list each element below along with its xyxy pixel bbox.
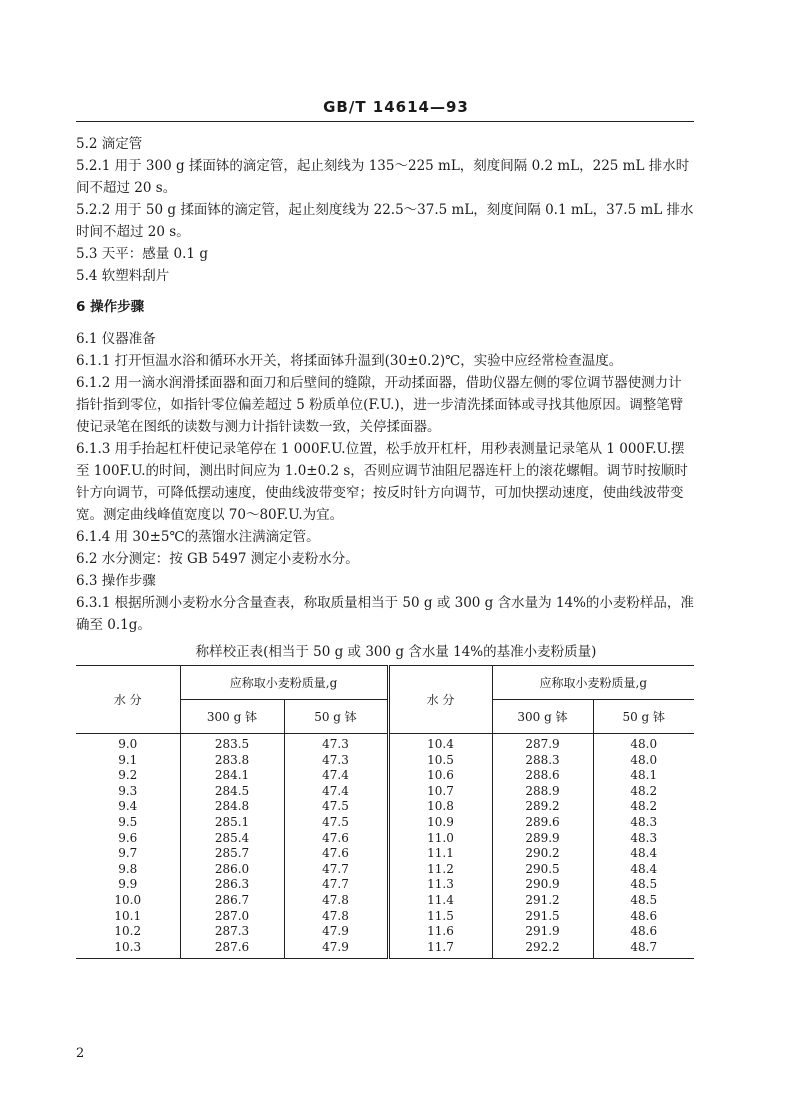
cell-mass-300g-left: 287.3 xyxy=(180,924,284,940)
cell-mass-50g-right: 48.0 xyxy=(630,737,658,751)
cell-moisture-right: 10.5 xyxy=(388,753,492,769)
cell-mass-300g-left: 283.5 xyxy=(180,734,284,753)
cell-moisture-left: 9.4 xyxy=(76,799,180,815)
cell-moisture-right: 11.0 xyxy=(388,831,492,847)
document-body xyxy=(76,133,694,636)
cell-moisture-right: 11.1 xyxy=(388,846,492,862)
cell-mass-50g-left: 47.6 xyxy=(284,831,388,847)
cell-mass-50g-right: 48.6 xyxy=(630,924,658,939)
section-5-2-1: 5.2.1 用于 300 g 揉面钵的滴定管，起止刻线为 135～225 mL，刻度间隔 0.2 mL，225 mL 排水时间不超过 20 s。 xyxy=(76,158,690,196)
header-rule xyxy=(76,121,694,122)
table-row xyxy=(76,877,694,893)
cell-moisture-right: 10.4 xyxy=(388,734,492,753)
calibration-table xyxy=(76,665,694,959)
calibration-table-wrapper xyxy=(76,665,694,959)
standard-code-header: GB/T 14614—93 xyxy=(323,98,469,116)
cell-moisture-right: 11.5 xyxy=(388,909,492,925)
cell-mass-300g-left: 285.4 xyxy=(180,831,284,847)
cell-mass-300g-left: 285.7 xyxy=(180,846,284,862)
cell-mass-50g-right: 48.1 xyxy=(630,768,658,783)
cell-mass-50g-left: 47.8 xyxy=(284,893,388,909)
section-6-2: 6.2 水分测定：按 GB 5497 测定小麦粉水分。 xyxy=(76,551,359,567)
section-6-heading: 6 操作步骤 xyxy=(76,299,145,315)
cell-mass-300g-right: 289.2 xyxy=(492,799,593,815)
cell-mass-300g-right: 288.6 xyxy=(492,768,593,784)
section-5-2: 5.2 滴定管 xyxy=(76,136,143,152)
section-6-3-1: 6.3.1 根据所测小麦粉水分含量查表，称取质量相当于 50 g 或 300 g 含水量为 14%的小麦粉样品，准确至 0.1g。 xyxy=(76,595,694,633)
cell-moisture-left: 10.1 xyxy=(76,909,180,925)
cell-mass-300g-left: 286.3 xyxy=(180,877,284,893)
table-row xyxy=(76,753,694,769)
cell-mass-300g-left: 284.8 xyxy=(180,799,284,815)
cell-mass-300g-right: 290.2 xyxy=(492,846,593,862)
cell-mass-300g-left: 283.8 xyxy=(180,753,284,769)
section-6-1-3: 6.1.3 用手抬起杠杆使记录笔停在 1 000F.U.位置，松手放开杠杆，用秒表测量记录笔从 1 000F.U.摆至 100F.U.的时间，测出时间应为 1.0±0.2 s，否则应调节油阻尼器连杆上的滚花螺帽。调节时按顺时针方向调节，可降低摆动速度，使曲线波带变窄；按反时针方向调节，可加快摆动速度，使曲线波带变宽。测定曲线峰值宽度以 70～80F.U.为宜。 xyxy=(76,441,688,523)
table-row xyxy=(76,784,694,800)
cell-moisture-right: 10.7 xyxy=(388,784,492,800)
cell-moisture-left: 9.5 xyxy=(76,815,180,831)
cell-mass-50g-right: 48.5 xyxy=(630,877,658,892)
cell-moisture-left: 9.9 xyxy=(76,877,180,893)
cell-mass-50g-right: 48.6 xyxy=(630,908,658,923)
cell-moisture-left: 9.2 xyxy=(76,768,180,784)
col-300g-right: 300 g 钵 xyxy=(492,700,593,734)
col-50g-left: 50 g 钵 xyxy=(284,700,388,734)
mass-group-header-right: 应称取小麦粉质量,g xyxy=(492,666,694,700)
cell-moisture-left: 10.2 xyxy=(76,924,180,940)
cell-mass-300g-right: 290.9 xyxy=(492,877,593,893)
cell-mass-50g-right: 48.2 xyxy=(630,799,658,814)
table-row xyxy=(76,831,694,847)
cell-moisture-right: 10.6 xyxy=(388,768,492,784)
table-row xyxy=(76,768,694,784)
cell-moisture-left: 9.7 xyxy=(76,846,180,862)
table-row xyxy=(76,862,694,878)
cell-mass-300g-left: 284.5 xyxy=(180,784,284,800)
cell-mass-50g-left: 47.3 xyxy=(284,734,388,753)
cell-mass-300g-right: 292.2 xyxy=(492,940,593,959)
cell-mass-50g-left: 47.7 xyxy=(284,862,388,878)
cell-mass-50g-left: 47.5 xyxy=(284,815,388,831)
cell-moisture-right: 11.6 xyxy=(388,924,492,940)
cell-mass-300g-left: 286.7 xyxy=(180,893,284,909)
cell-mass-300g-left: 285.1 xyxy=(180,815,284,831)
cell-mass-50g-right: 48.3 xyxy=(630,814,658,829)
moisture-header-right: 水 分 xyxy=(388,666,492,734)
section-6-1: 6.1 仪器准备 xyxy=(76,331,156,347)
cell-mass-50g-left: 47.7 xyxy=(284,877,388,893)
cell-mass-50g-right: 48.5 xyxy=(630,892,658,907)
cell-moisture-right: 11.4 xyxy=(388,893,492,909)
cell-moisture-left: 9.1 xyxy=(76,753,180,769)
cell-mass-50g-left: 47.6 xyxy=(284,846,388,862)
cell-mass-50g-left: 47.9 xyxy=(284,940,388,959)
cell-moisture-left: 9.3 xyxy=(76,784,180,800)
cell-mass-50g-left: 47.5 xyxy=(284,799,388,815)
cell-mass-300g-left: 287.0 xyxy=(180,909,284,925)
table-title: 称样校正表(相当于 50 g 或 300 g 含水量 14%的基准小麦粉质量) xyxy=(195,644,597,660)
cell-mass-50g-right: 48.2 xyxy=(630,783,658,798)
table-row xyxy=(76,734,694,753)
table-row xyxy=(76,846,694,862)
cell-moisture-left: 9.6 xyxy=(76,831,180,847)
cell-mass-300g-right: 291.5 xyxy=(492,909,593,925)
cell-mass-50g-left: 47.4 xyxy=(284,768,388,784)
mass-group-header-left: 应称取小麦粉质量,g xyxy=(180,666,388,700)
cell-mass-300g-right: 288.9 xyxy=(492,784,593,800)
col-300g-left: 300 g 钵 xyxy=(180,700,284,734)
table-row xyxy=(76,940,694,959)
cell-moisture-left: 9.8 xyxy=(76,862,180,878)
cell-moisture-right: 10.8 xyxy=(388,799,492,815)
cell-mass-50g-left: 47.9 xyxy=(284,924,388,940)
table-row xyxy=(76,893,694,909)
moisture-header-left: 水 分 xyxy=(76,666,180,734)
cell-mass-50g-left: 47.3 xyxy=(284,753,388,769)
section-6-1-1: 6.1.1 打开恒温水浴和循环水开关，将揉面钵升温到(30±0.2)℃，实验中应经常检查温度。 xyxy=(76,353,623,369)
cell-mass-50g-right: 48.7 xyxy=(593,940,694,959)
cell-mass-50g-right: 48.4 xyxy=(630,846,658,861)
table-row xyxy=(76,799,694,815)
cell-moisture-right: 11.7 xyxy=(388,940,492,959)
cell-moisture-right: 10.9 xyxy=(388,815,492,831)
cell-mass-50g-left: 47.4 xyxy=(284,784,388,800)
cell-mass-300g-left: 286.0 xyxy=(180,862,284,878)
table-row xyxy=(76,924,694,940)
section-6-1-2: 6.1.2 用一滴水润滑揉面器和面刀和后壁间的缝隙，开动揉面器，借助仪器左侧的零位调节器使测力计指针指到零位，如指针零位偏差超过 5 粉质单位(F.U.)，进一步清洗揉面钵或寻找其他原因。调整笔臂使记录笔在图纸的读数与测力计指针读数一致，关停揉面器。 xyxy=(76,375,684,435)
page-number: 2 xyxy=(76,1046,85,1061)
section-5-4: 5.4 软塑料刮片 xyxy=(76,268,170,284)
cell-mass-300g-right: 289.9 xyxy=(492,831,593,847)
col-50g-right: 50 g 钵 xyxy=(593,700,694,734)
cell-mass-300g-right: 289.6 xyxy=(492,815,593,831)
cell-mass-300g-left: 284.1 xyxy=(180,768,284,784)
section-5-3: 5.3 天平：感量 0.1 g xyxy=(76,246,208,262)
cell-mass-300g-right: 288.3 xyxy=(492,753,593,769)
cell-moisture-left: 10.3 xyxy=(76,940,180,959)
cell-moisture-left: 10.0 xyxy=(76,893,180,909)
cell-mass-300g-right: 290.5 xyxy=(492,862,593,878)
table-row xyxy=(76,909,694,925)
section-6-1-4: 6.1.4 用 30±5℃的蒸馏水注满滴定管。 xyxy=(76,529,320,545)
section-6-3: 6.3 操作步骤 xyxy=(76,573,156,589)
cell-moisture-right: 11.2 xyxy=(388,862,492,878)
cell-mass-300g-right: 291.9 xyxy=(492,924,593,940)
cell-mass-300g-right: 287.9 xyxy=(492,734,593,753)
cell-mass-50g-left: 47.8 xyxy=(284,909,388,925)
section-5-2-2: 5.2.2 用于 50 g 揉面钵的滴定管，起止刻度线为 22.5～37.5 mL，刻度间隔 0.1 mL，37.5 mL 排水时间不超过 20 s。 xyxy=(76,202,694,240)
cell-mass-50g-right: 48.4 xyxy=(630,861,658,876)
cell-mass-300g-left: 287.6 xyxy=(180,940,284,959)
table-row xyxy=(76,815,694,831)
cell-mass-50g-right: 48.0 xyxy=(630,752,658,767)
cell-moisture-left: 9.0 xyxy=(76,734,180,753)
table-body xyxy=(76,734,694,959)
cell-mass-50g-right: 48.3 xyxy=(630,830,658,845)
cell-mass-300g-right: 291.2 xyxy=(492,893,593,909)
cell-moisture-right: 11.3 xyxy=(388,877,492,893)
